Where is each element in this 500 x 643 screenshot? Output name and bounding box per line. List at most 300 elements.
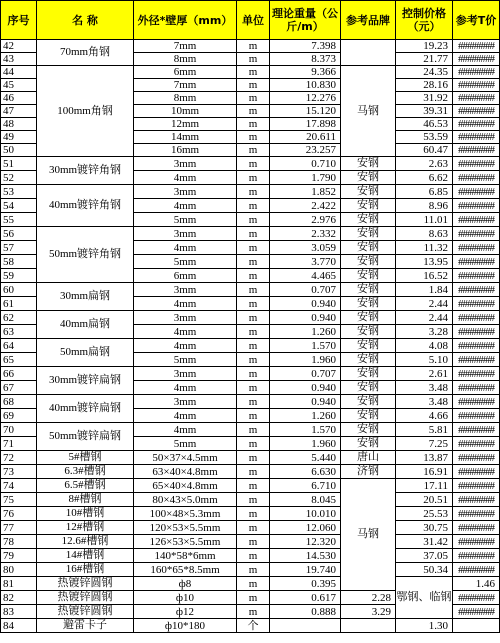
row-index: 74 [1,479,37,493]
row-name: 70mm角钢 [37,40,134,66]
row-brand: 济钢 [341,465,396,479]
row-weight: 5.440 [270,451,341,465]
row-tprice: ######## [453,423,500,437]
row-price: 3.29 [341,605,396,619]
row-price: 2.28 [341,591,396,605]
row-weight: 14.530 [270,549,341,563]
row-index: 62 [1,311,37,325]
row-weight: 17.898 [270,118,341,131]
row-unit: m [237,535,270,549]
row-unit: m [237,105,270,118]
row-name: 10#槽钢 [37,507,134,521]
row-spec: 100×48×5.3mm [134,507,237,521]
row-price: 31.92 [396,92,453,105]
row-name: 热镀锌圆钢 [37,591,134,605]
row-spec: 160*65*8.5mm [134,563,237,577]
row-weight: 12.060 [270,521,341,535]
row-index: 63 [1,325,37,339]
table-row [1,66,500,79]
row-brand: 安钢 [341,437,396,451]
row-tprice: ######## [453,79,500,92]
header-brand: 参考品牌 [341,1,396,40]
row-tprice: ######## [453,395,500,409]
row-tprice: ######## [453,563,500,577]
row-tprice: ######## [453,53,500,66]
row-name: 50mm扁钢 [37,339,134,367]
row-index: 57 [1,241,37,255]
row-weight: 15.120 [270,105,341,118]
row-spec: 12mm [134,118,237,131]
row-name: 12.6#槽钢 [37,535,134,549]
table-row [1,339,500,353]
row-spec: ф10*180 [134,619,237,633]
row-spec: 3mm [134,157,237,171]
row-spec: ф10 [134,591,237,605]
row-brand: 安钢 [341,325,396,339]
row-brand: 安钢 [341,255,396,269]
row-weight: 6.710 [270,479,341,493]
row-price: 37.05 [396,549,453,563]
row-price: 21.77 [396,53,453,66]
row-spec: 126×53×5.5mm [134,535,237,549]
table-row [1,227,500,241]
row-spec: 8mm [134,92,237,105]
row-tprice: ######## [453,40,500,53]
row-name: 30mm镀锌扁钢 [37,367,134,395]
row-index: 52 [1,171,37,185]
row-index: 48 [1,118,37,131]
row-tprice: ######## [453,339,500,353]
table-row [1,157,500,171]
row-weight: 0.940 [270,395,341,409]
row-price: 17.11 [396,479,453,493]
header-price: 控制价格（元） [396,1,453,40]
row-unit: m [237,171,270,185]
row-spec: 4mm [134,297,237,311]
row-index: 42 [1,40,37,53]
row-brand: 安钢 [341,241,396,255]
row-index: 61 [1,297,37,311]
row-unit: 个 [237,619,270,633]
row-index: 83 [1,605,37,619]
row-spec: 65×40×4.8mm [134,479,237,493]
row-tprice: ######## [453,269,500,283]
row-unit: m [237,381,270,395]
row-spec: 4mm [134,339,237,353]
table-row [1,507,500,521]
row-price: 1.84 [396,283,453,297]
row-name: 16#槽钢 [37,563,134,577]
row-price: 16.91 [396,465,453,479]
row-tprice: ######## [453,213,500,227]
row-unit: m [237,353,270,367]
row-price: 11.01 [396,213,453,227]
row-weight: 1.852 [270,185,341,199]
table-row [1,395,500,409]
row-spec: 7mm [134,40,237,53]
header-tprice: 参考T价 [453,1,500,40]
row-brand [341,40,396,66]
row-unit: m [237,118,270,131]
row-index: 47 [1,105,37,118]
row-tprice: ######## [453,521,500,535]
table-row [1,283,500,297]
row-spec: 8mm [134,53,237,66]
row-weight [270,619,341,633]
row-index: 78 [1,535,37,549]
row-name: 6.3#槽钢 [37,465,134,479]
header-unit: 单位 [237,1,270,40]
row-price: 7.25 [396,437,453,451]
row-spec: 4mm [134,171,237,185]
row-weight: 1.260 [270,409,341,423]
row-weight: 12.276 [270,92,341,105]
row-tprice: ######## [453,227,500,241]
row-spec: 4mm [134,423,237,437]
row-weight: 0.940 [270,297,341,311]
row-brand: 安钢 [341,423,396,437]
table-row [1,521,500,535]
row-price: 1.46 [453,577,500,591]
row-spec: ф8 [134,577,237,591]
row-price: 13.87 [396,451,453,465]
row-tprice: ######## [453,199,500,213]
row-tprice: ######## [453,493,500,507]
row-brand: 马钢 [341,479,396,591]
row-name: 100mm角钢 [37,66,134,157]
row-price: 60.47 [396,144,453,157]
row-weight: 0.888 [270,605,341,619]
row-spec: 3mm [134,395,237,409]
table-row [1,311,500,325]
row-name: 热镀锌圆钢 [37,577,134,591]
row-spec: 4mm [134,409,237,423]
row-brand: 安钢 [341,381,396,395]
row-unit: m [237,395,270,409]
row-tprice: ######## [453,311,500,325]
row-brand: 安钢 [341,353,396,367]
row-price: 20.51 [396,493,453,507]
table-row [1,40,500,53]
row-tprice: ######## [453,381,500,395]
row-weight: 23.257 [270,144,341,157]
row-spec: 5mm [134,213,237,227]
row-index: 60 [1,283,37,297]
row-weight: 2.976 [270,213,341,227]
row-unit: m [237,339,270,353]
row-spec: 6mm [134,269,237,283]
row-weight: 0.710 [270,157,341,171]
row-tprice: ######## [453,66,500,79]
row-weight: 8.045 [270,493,341,507]
row-price: 28.16 [396,79,453,92]
table-row [1,451,500,465]
row-price: 2.63 [396,157,453,171]
row-unit: m [237,479,270,493]
row-index: 82 [1,591,37,605]
row-tprice: ######## [453,605,500,619]
row-name: 50mm镀锌扁钢 [37,423,134,451]
row-index: 49 [1,131,37,144]
row-weight: 1.260 [270,325,341,339]
row-spec: 140*58*6mm [134,549,237,563]
table-row [1,549,500,563]
row-unit: m [237,269,270,283]
row-brand: 安钢 [341,185,396,199]
row-spec: 4mm [134,241,237,255]
row-brand: 安钢 [341,395,396,409]
row-unit: m [237,577,270,591]
table-row [1,577,500,591]
row-spec: 16mm [134,144,237,157]
row-price: 2.44 [396,311,453,325]
row-spec: 3mm [134,283,237,297]
row-name: 30mm扁钢 [37,283,134,311]
row-unit: m [237,92,270,105]
row-index: 64 [1,339,37,353]
row-index: 70 [1,423,37,437]
row-tprice: ######## [453,409,500,423]
row-index: 81 [1,577,37,591]
row-index: 58 [1,255,37,269]
row-brand: 安钢 [341,367,396,381]
row-tprice: ######## [453,437,500,451]
row-name: 8#槽钢 [37,493,134,507]
row-tprice: ######## [453,131,500,144]
row-unit: m [237,131,270,144]
row-price: 30.75 [396,521,453,535]
row-weight: 0.707 [270,283,341,297]
row-brand: 马钢 [341,66,396,157]
row-brand: 安钢 [341,409,396,423]
row-tprice: ######## [453,535,500,549]
row-tprice: ######## [453,283,500,297]
table-row [1,535,500,549]
row-unit: m [237,40,270,53]
row-brand: 安钢 [341,213,396,227]
row-index: 71 [1,437,37,451]
row-weight: 0.395 [270,577,341,591]
row-index: 79 [1,549,37,563]
row-spec: 3mm [134,367,237,381]
row-brand: 安钢 [341,297,396,311]
row-spec: 7mm [134,79,237,92]
row-name: 40mm镀锌角钢 [37,185,134,227]
row-tprice: ######## [453,185,500,199]
row-weight: 0.940 [270,311,341,325]
row-brand: 鄂钢、临钢 [396,577,453,619]
row-index: 80 [1,563,37,577]
table-row [1,423,500,437]
row-brand: 安钢 [341,227,396,241]
row-weight: 1.790 [270,171,341,185]
row-index: 51 [1,157,37,171]
row-index: 72 [1,451,37,465]
row-weight: 20.611 [270,131,341,144]
row-weight: 7.398 [270,40,341,53]
row-tprice: ######## [453,465,500,479]
row-spec: 4mm [134,325,237,339]
row-index: 69 [1,409,37,423]
row-spec: 80×43×5.0mm [134,493,237,507]
row-weight: 12.320 [270,535,341,549]
row-unit: m [237,255,270,269]
row-weight: 1.960 [270,437,341,451]
table-body [1,40,500,633]
row-unit: m [237,437,270,451]
row-unit: m [237,227,270,241]
row-price: 39.31 [396,105,453,118]
row-unit: m [237,79,270,92]
row-index: 55 [1,213,37,227]
row-weight: 1.960 [270,353,341,367]
table-row [1,619,500,633]
row-index: 59 [1,269,37,283]
row-weight: 3.770 [270,255,341,269]
row-unit: m [237,409,270,423]
row-index: 65 [1,353,37,367]
row-tprice: ######## [453,171,500,185]
row-weight: 0.940 [270,381,341,395]
row-price: 13.95 [396,255,453,269]
row-name: 避雷卡子 [37,619,134,633]
row-brand: 安钢 [341,339,396,353]
row-tprice: ######## [453,92,500,105]
row-price: 3.48 [396,381,453,395]
row-tprice: ######## [453,479,500,493]
row-unit: m [237,157,270,171]
row-spec: 3mm [134,185,237,199]
table-row [1,479,500,493]
row-tprice: ######## [453,241,500,255]
row-name: 40mm镀锌扁钢 [37,395,134,423]
row-spec: 6mm [134,66,237,79]
row-price: 25.53 [396,507,453,521]
row-tprice: ######## [453,144,500,157]
row-unit: m [237,213,270,227]
row-brand: 安钢 [341,199,396,213]
table-row [1,493,500,507]
row-unit: m [237,521,270,535]
row-tprice: ######## [453,549,500,563]
row-price: 2.44 [396,297,453,311]
row-index: 50 [1,144,37,157]
header-spec: 外径*壁厚（mm） [134,1,237,40]
row-tprice: ######## [453,297,500,311]
row-unit: m [237,53,270,66]
table-row [1,563,500,577]
row-name: 6.5#槽钢 [37,479,134,493]
row-weight: 9.366 [270,66,341,79]
row-index: 67 [1,381,37,395]
row-spec: 4mm [134,199,237,213]
header-index: 序号 [1,1,37,40]
row-spec: 5mm [134,437,237,451]
row-spec: 4mm [134,381,237,395]
row-unit: m [237,311,270,325]
row-price: 31.42 [396,535,453,549]
row-price: 24.35 [396,66,453,79]
row-index: 45 [1,79,37,92]
row-index: 53 [1,185,37,199]
row-index: 77 [1,521,37,535]
row-price: 11.32 [396,241,453,255]
row-weight: 0.617 [270,591,341,605]
row-brand: 安钢 [341,311,396,325]
row-spec: ф12 [134,605,237,619]
row-weight: 0.707 [270,367,341,381]
row-price: 3.28 [396,325,453,339]
table-row [1,185,500,199]
row-unit: m [237,199,270,213]
row-unit: m [237,493,270,507]
row-unit: m [237,605,270,619]
row-unit: m [237,423,270,437]
row-weight: 3.059 [270,241,341,255]
table-row [1,465,500,479]
row-index: 75 [1,493,37,507]
row-spec: 14mm [134,131,237,144]
row-tprice: ######## [453,157,500,171]
row-price: 4.66 [396,409,453,423]
row-tprice: ######## [453,367,500,381]
row-brand: 唐山 [341,451,396,465]
row-spec: 5mm [134,255,237,269]
row-price: 8.96 [396,199,453,213]
row-price: 5.81 [396,423,453,437]
header-name: 名 称 [37,1,134,40]
row-price: 16.52 [396,269,453,283]
row-tprice: ######## [453,105,500,118]
row-index: 43 [1,53,37,66]
row-weight: 1.570 [270,339,341,353]
row-index: 73 [1,465,37,479]
row-unit: m [237,549,270,563]
row-unit: m [237,465,270,479]
row-index: 46 [1,92,37,105]
row-price: 53.59 [396,131,453,144]
row-index: 66 [1,367,37,381]
row-unit: m [237,563,270,577]
row-spec: 50×37×4.5mm [134,451,237,465]
row-brand: 安钢 [341,269,396,283]
row-price: 8.63 [396,227,453,241]
row-price: 6.62 [396,171,453,185]
row-weight: 1.570 [270,423,341,437]
row-index: 56 [1,227,37,241]
row-price: 2.61 [396,367,453,381]
row-name: 12#槽钢 [37,521,134,535]
row-weight: 4.465 [270,269,341,283]
row-index: 44 [1,66,37,79]
row-tprice: ######## [453,353,500,367]
row-tprice: ######## [453,507,500,521]
row-name: 40mm扁钢 [37,311,134,339]
row-tprice: ######## [453,591,500,605]
row-price: 50.34 [396,563,453,577]
row-tprice: ######## [453,118,500,131]
row-unit: m [237,185,270,199]
row-price: 6.85 [396,185,453,199]
row-weight: 19.740 [270,563,341,577]
row-tprice [453,619,500,633]
row-unit: m [237,367,270,381]
row-index: 68 [1,395,37,409]
row-brand: 安钢 [341,171,396,185]
row-index: 54 [1,199,37,213]
row-spec: 120×53×5.5mm [134,521,237,535]
row-price: 4.08 [396,339,453,353]
